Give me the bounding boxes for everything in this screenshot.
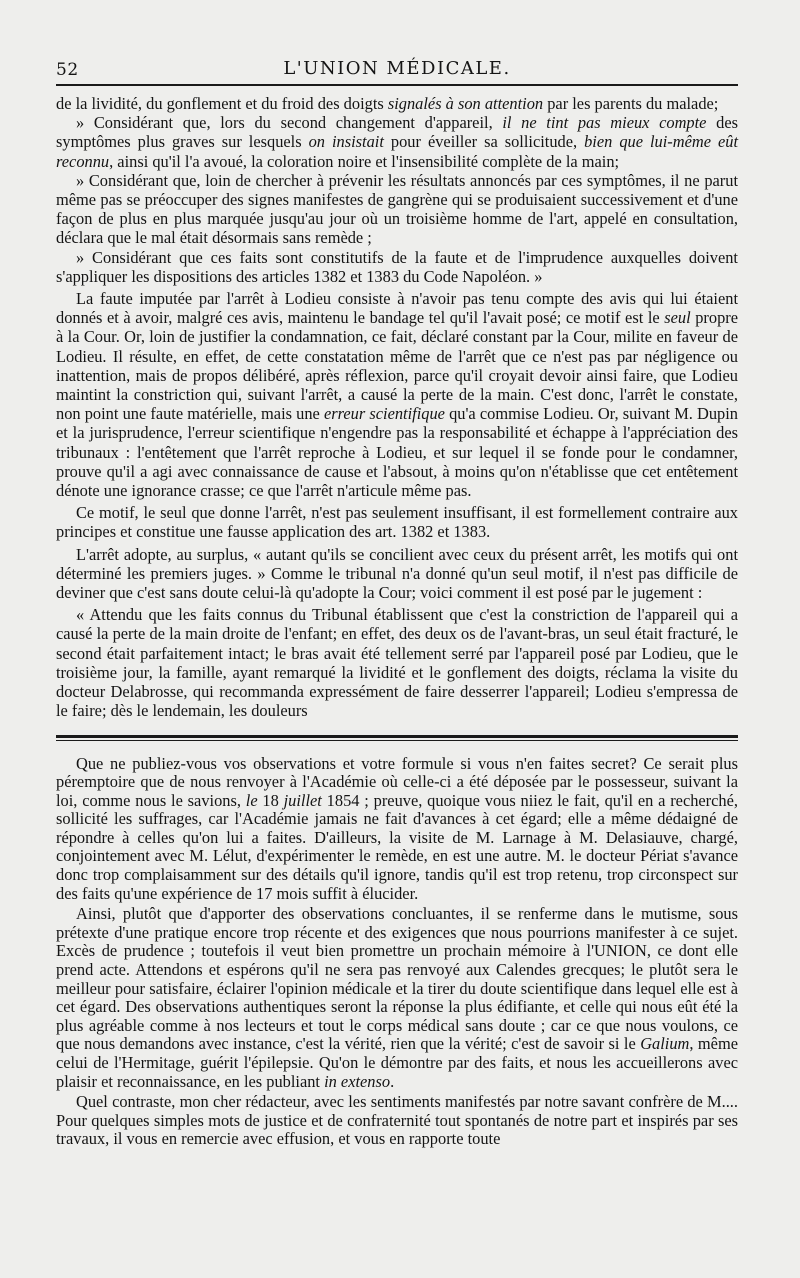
paragraph: Ce motif, le seul que donne l'arrêt, n'est pas seulement insuffisant, il est formellement contraire aux principes et constitue une fausse application des art. 1382 et 1383. xyxy=(56,503,738,542)
paragraph: L'arrêt adopte, au surplus, « autant qu'ils se concilient avec ceux du présent arrêt, les motifs qui ont déterminé les premiers juges. » Comme le tribunal n'a donné qu'un seul motif, il n'est pas difficile de deviner que c'est sans doute celui-là qu'adopte la Cour; voici comment il est posé par le jugement : xyxy=(56,544,738,603)
paragraph: de la lividité, du gonflement et du froid des doigts signalés à son attention par les parents du malade; xyxy=(56,94,719,113)
paragraph: La faute imputée par l'arrêt à Lodieu consiste à n'avoir pas tenu compte des avis qui lui étaient donnés et à avoir, malgré ces avis, maintenu le bandage tel qu'il l'avait posé; ce motif est le seul propre à la Cour. Or, loin de justifier la condamnation, ce fait, déclaré constant par la Cour, milite en faveur de Lodieu. Il résulte, en effet, de cette constatation même de l'arrêt que ce n'est pas par négligence ou inattention, mais de propos délibéré, après réflexion, parce qu'il croyait devoir ainsi faire, que Lodieu maintint la constriction qui, suivant l'arrêt, a causé la perte de la main. C'est donc, l'arrêt le constate, non point une faute matérielle, mais une erreur scientifique qu'a commise Lodieu. Or, suivant M. Dupin et la jurisprudence, l'erreur scientifique n'engendre pas la responsabilité et échappe à l'appréciation des tribunaux : l'entêtement que l'arrêt reproche à Lodieu, et sur lequel il se fonde pour le condamner, prouve qu'il a agi avec connaissance de cause et l'absout, à moins qu'on n'établisse que cet entêtement dénote une ignorance crasse; ce que l'arrêt n'articule même pas. xyxy=(56,289,739,501)
paragraph: Ainsi, plutôt que d'apporter des observations concluantes, il se renferme dans le mutisme, sous prétexte d'une pratique encore trop récente et des exigences que nous pourrions manifester à ce sujet. Excès de prudence ; toutefois il veut bien promettre un prochain mémoire à l'UNION, ce dont elle prend acte. Attendons et espérons qu'il ne sera pas renvoyé aux Calendes grecques; le plutôt sera le meilleur pour satisfaire, éclairer l'opinion médicale et la tirer du doute scientifique dans lequel elle est à cet égard. Des observations authentiques seront la réponse la plus édifiante, et celle qui nous eût été la plus agréable comme à nos lecteurs et tout le corps médical sans doute ; car ce que nous voulons, ce que nous demandons avec instance, c'est la vérité, rien que la vérité; c'est de savoir si le Galium, même celui de l'Hermitage, guérit l'épilepsie. Qu'on le démontre par des faits, et nous les accueillerons avec plaisir et reconnaissance, en les publiant in extenso. xyxy=(56,904,738,1091)
feuilleton-text xyxy=(56,755,738,1149)
feuilleton-divider xyxy=(56,735,738,741)
paragraph: » Considérant que, lors du second changement d'appareil, il ne tint pas mieux compte des symptômes plus graves sur lesquels on insistait pour éveiller sa sollicitude, bien que lui-même eût reconnu, ainsi qu'il l'a avoué, la coloration noire et l'insensibilité complète de la main; xyxy=(56,113,739,171)
paragraph: » Considérant que ces faits sont constitutifs de la faute et de l'imprudence auxquelles doivent s'appliquer les dispositions des articles 1382 et 1383 du Code Napoléon. » xyxy=(56,247,738,286)
page-header xyxy=(56,52,738,86)
page-number: 52 xyxy=(56,60,79,80)
running-title: L'UNION MÉDICALE. xyxy=(283,58,511,79)
main-text xyxy=(56,94,738,721)
paragraph: Que ne publiez-vous vos observations et votre formule si vous n'en faites secret? Ce serait plus péremptoire que de nous renvoyer à l'Académie où celle-ci a été déposée par le possesseur, suivant la loi, comme nous le savions, le 18 juillet 1854 ; preuve, quoique vous niiez le fait, qu'il en a recherché, sollicité les suffrages, car l'Académie jamais ne fait d'avances à cet égard; elle a même dédaigné de répondre à celles qu'on lui a faites. D'ailleurs, la visite de M. Larnage à M. Delasiauve, chargé, conjointement avec M. Lélut, d'expérimenter le remède, en est une autre. M. le docteur Périat s'avance donc trop complaisamment sur des détails qu'il ignore, tandis qu'il est trop retenu, trop circonspect sur des faits qu'une expérience de 17 mois suffit à élucider. xyxy=(56,753,738,903)
paragraph: « Attendu que les faits connus du Tribunal établissent que c'est la constriction de l'appareil qui a causé la perte de la main droite de l'enfant; en effet, des deux os de l'avant-bras, un seul était fracturé, le second était parfaitement intact; le bras avait été tellement serré par l'appareil posé par Lodieu, que le troisième jour, la famille, ayant remarqué la lividité et le gonflement des doigts, réclama la visite du docteur Delabrosse, qui recommanda expressément de faire desserrer l'appareil; Lodieu s'empressa de le faire; dès le lendemain, les douleurs xyxy=(56,605,738,721)
paragraph: » Considérant que, loin de chercher à prévenir les résultats annoncés par ces symptômes, il ne parut même pas se préoccuper des signes manifestes de gangrène qui se produisaient successivement et d'une façon de plus en plus marquée jusqu'au jour où un troisième homme de l'art, appelé en consultation, déclara que le mal était désormais sans remède ; xyxy=(56,170,738,248)
paragraph: Quel contraste, mon cher rédacteur, avec les sentiments manifestés par notre savant confrère de M.... Pour quelques simples mots de justice et de confraternité tout spontanés de notre part et inspirés par ses travaux, il vous en remercie avec effusion, et vous en rapporte toute xyxy=(56,1092,738,1149)
